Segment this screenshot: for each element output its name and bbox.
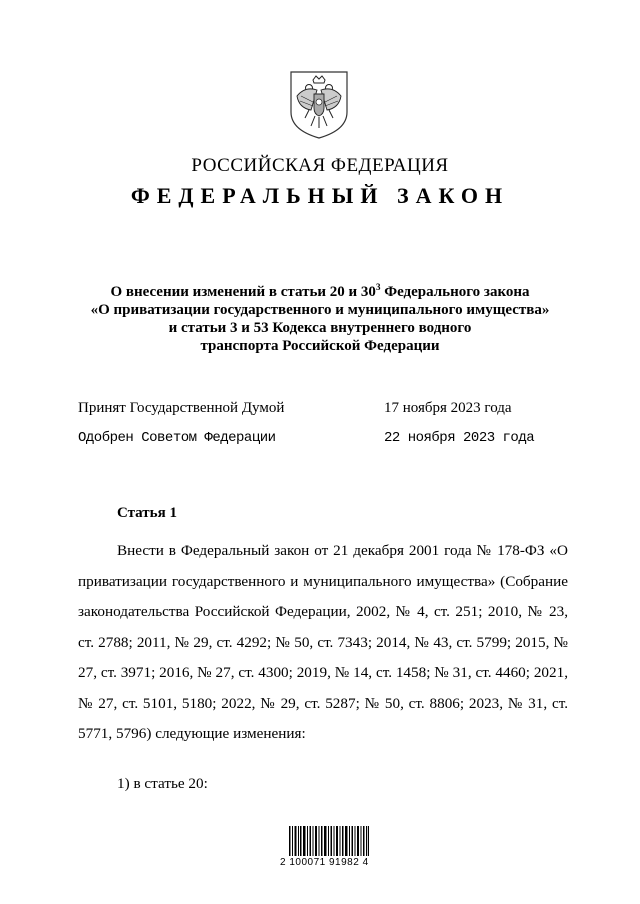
article-body <box>78 536 568 750</box>
law-title-line-4: транспорта Российской Федерации <box>200 338 440 354</box>
law-title-line-3: и статьи 3 и 53 Кодекса внутреннего водного <box>168 320 472 336</box>
title-superscript: 3 <box>375 282 381 292</box>
coat-of-arms-icon <box>287 68 351 140</box>
article-item: 1) в статье 20: <box>117 775 208 792</box>
barcode-number: 2 100071 91982 4 <box>280 857 369 868</box>
law-title-line-1: О внесении изменений в статьи 20 и $30^3$ Федерального закона <box>110 282 530 300</box>
law-type-heading: ФЕДЕРАЛЬНЫЙ ЗАКОН <box>130 183 510 208</box>
article-paragraph: Внести в Федеральный закон от 21 декабря 2001 года № 178-ФЗ «О приватизации государственного и муниципального имущества» (Собрание законодательства Российской Федерации, 2002, № 4, ст. 251; 2010, № 23, ст. 2788; 2011, № 29, ст. 4292; № 50, ст. 7343; 2014, № 43, ст. 5799; 2015, № 27, ст. 3971; 2016, № 27, ст. 4300; 2019, № 14, ст. 1458; № 31, ст. 4460; 2021, № 27, ст. 5101, 5180; 2022, № 29, ст. 5287; № 50, ст. 8806; 2023, № 31, ст. 5771, 5796) следующие изменения: <box>78 542 568 742</box>
adoption-label: Одобрен Советом Федерации <box>78 430 276 446</box>
adoption-date: 22 ноября 2023 года <box>384 430 535 446</box>
law-title-line-2: «О приватизации государственного и муниципального имущества» <box>90 302 550 318</box>
adoption-date: 17 ноября 2023 года <box>384 400 512 416</box>
article-heading: Статья 1 <box>117 505 177 521</box>
barcode-icon <box>289 826 369 856</box>
adoption-label: Принят Государственной Думой <box>78 400 285 416</box>
law-title <box>40 278 600 355</box>
country-name: РОССИЙСКАЯ ФЕДЕРАЦИЯ <box>191 155 449 176</box>
